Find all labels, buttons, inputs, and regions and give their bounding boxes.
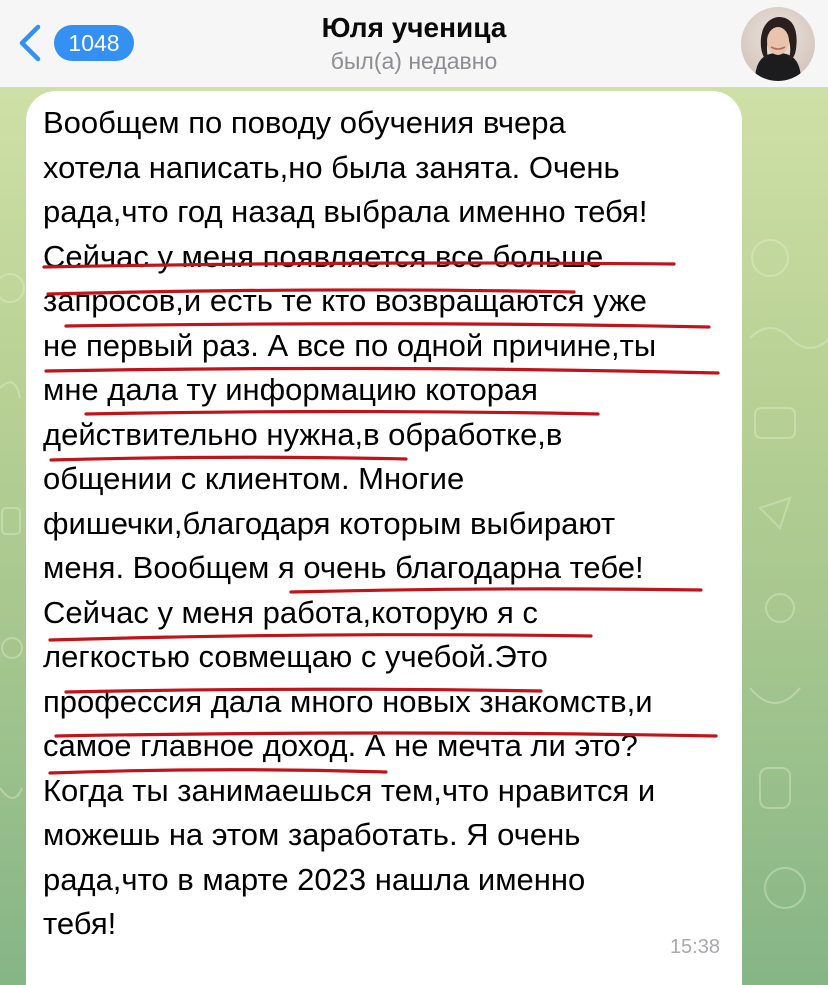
- message-line: тебя!: [43, 906, 117, 941]
- message-bubble[interactable]: [26, 91, 742, 985]
- message-line: профессия дала много новых знакомств,и: [43, 683, 653, 719]
- bubble-tail: [34, 945, 74, 985]
- message-line: меня. Вообщем я очень благодарна тебе!: [43, 550, 644, 585]
- message-line: самое главное доход. А не мечта ли это?: [43, 728, 638, 763]
- contact-name[interactable]: Юля ученица: [321, 12, 507, 43]
- message-time: 15:38: [669, 936, 720, 958]
- message-line: можешь на этом заработать. Я очень: [43, 817, 581, 852]
- message-line: легкостью совмещаю с учебой.Это: [43, 639, 548, 674]
- chat-header: [0, 0, 828, 88]
- message-line: действительно нужна,в обработке,в: [43, 416, 563, 452]
- message-line: Сейчас у меня появляется все больше: [43, 238, 604, 274]
- message-line: общении с клиентом. Многие: [43, 461, 465, 496]
- message-line: мне дала ту информацию которая: [43, 372, 538, 407]
- message-line: хотела написать,но была занята. Очень: [43, 149, 620, 185]
- contact-status: был(а) недавно: [330, 48, 498, 74]
- avatar-image: [741, 7, 815, 81]
- message-line: не первый раз. А все по одной причине,ты: [43, 327, 657, 363]
- message-line: фишечки,благодаря которым выбирают: [43, 505, 616, 541]
- message-line: Сейчас у меня работа,которую я с: [43, 594, 538, 630]
- unread-count-badge: 1048: [54, 25, 134, 61]
- message-line: Когда ты занимаешься тем,что нравится и: [43, 772, 656, 808]
- message-line: запросов,и есть те кто возвращаются уже: [43, 283, 647, 318]
- avatar[interactable]: [741, 7, 815, 81]
- message-line: рада,что год назад выбрала именно тебя!: [43, 194, 648, 229]
- message-line: рада,что в марте 2023 нашла именно: [43, 861, 586, 897]
- message-line: Вообщем по поводу обучения вчера: [43, 105, 566, 140]
